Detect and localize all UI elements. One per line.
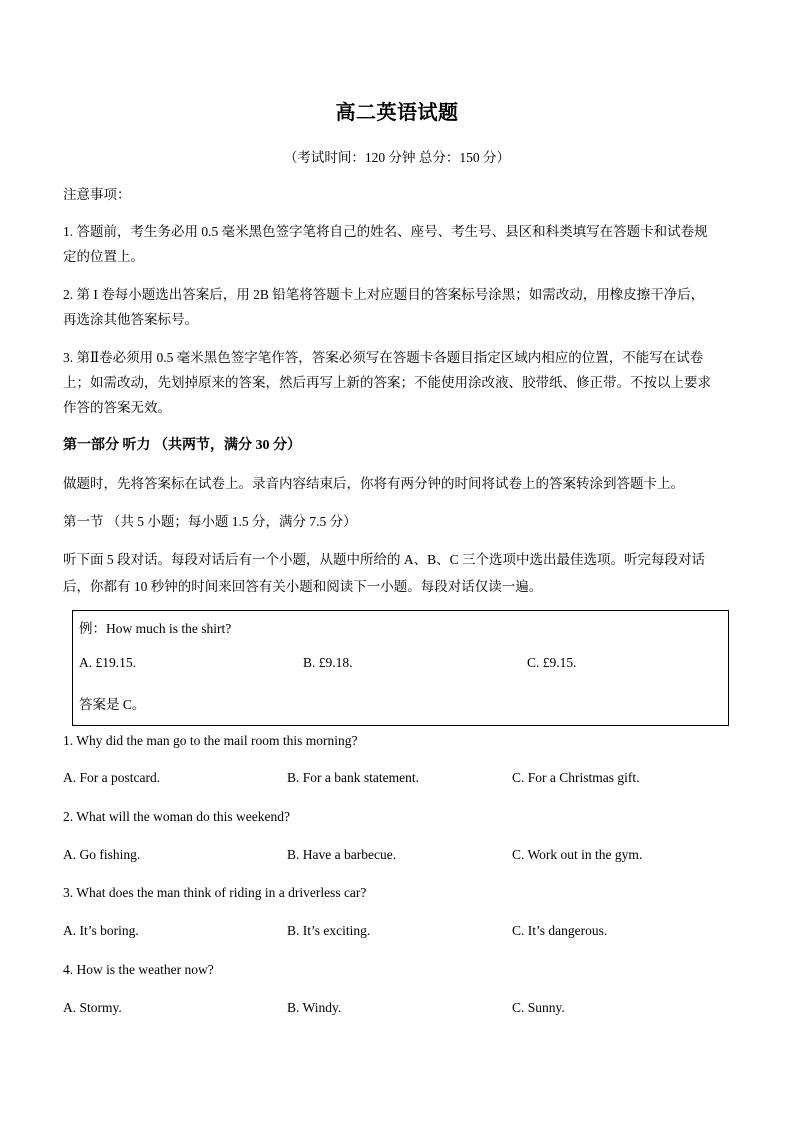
note-2-line-1: 2. 第 I 卷每小题选出答案后，用 2B 铅笔将答题卡上对应题目的答案标号涂黑；如需改动，用橡皮擦干净后， [63, 287, 705, 302]
question-1: 1. Why did the man go to the mail room this morning? [63, 733, 358, 748]
part1-heading: 第一部分 听力 （共两节，满分 30 分） [63, 438, 301, 453]
question-3-option-a: A. It’s boring. [63, 923, 139, 938]
note-1-line-1: 1. 答题前，考生务必用 0.5 毫米黑色签字笔将自己的姓名、座号、考生号、县区和科类填写在答题卡和试卷规 [63, 224, 708, 239]
note-3-line-3: 作答的答案无效。 [63, 400, 171, 415]
question-2-option-b: B. Have a barbecue. [287, 847, 397, 862]
note-2-line-2: 再选涂其他答案标号。 [63, 312, 198, 327]
example-option-a: A. £19.15. [79, 655, 136, 670]
example-option-c: C. £9.15. [527, 655, 577, 670]
note-3-line-1: 3. 第Ⅱ卷必须用 0.5 毫米黑色签字笔作答，答案必须写在答题卡各题目指定区域内相应的位置，不能写在试卷 [63, 350, 704, 365]
question-1-option-a: A. For a postcard. [63, 770, 161, 785]
question-4-option-a: A. Stormy. [63, 1000, 122, 1015]
question-3-option-b: B. It’s exciting. [287, 923, 371, 938]
example-question: 例：How much is the shirt? [79, 621, 232, 636]
question-2-option-c: C. Work out in the gym. [512, 847, 643, 862]
example-answer: 答案是 C。 [79, 697, 146, 712]
example-box [72, 610, 729, 726]
question-2: 2. What will the woman do this weekend? [63, 809, 290, 824]
page-title: 高二英语试题 [335, 102, 459, 124]
note-3-line-2: 上；如需改动，先划掉原来的答案，然后再写上新的答案；不能使用涂改液、胶带纸、修正带。不按以上要求 [63, 375, 711, 390]
section1-heading: 第一节 （共 5 小题；每小题 1.5 分，满分 7.5 分） [63, 514, 357, 529]
note-1-line-2: 定的位置上。 [63, 249, 144, 264]
question-1-option-c: C. For a Christmas gift. [512, 770, 640, 785]
question-4-option-c: C. Sunny. [512, 1000, 565, 1015]
example-option-b: B. £9.18. [303, 655, 353, 670]
question-3: 3. What does the man think of riding in a driverless car? [63, 885, 367, 900]
section1-instruction-line-1: 听下面 5 段对话。每段对话后有一个小题，从题中所给的 A、B、C 三个选项中选出最佳选项。听完每段对话 [63, 552, 706, 567]
question-3-option-c: C. It’s dangerous. [512, 923, 608, 938]
question-4-option-b: B. Windy. [287, 1000, 342, 1015]
question-2-option-a: A. Go fishing. [63, 847, 141, 862]
section1-instruction-line-2: 后，你都有 10 秒钟的时间来回答有关小题和阅读下一小题。每段对话仅读一遍。 [63, 579, 543, 594]
part1-instruction: 做题时，先将答案标在试卷上。录音内容结束后，你将有两分钟的时间将试卷上的答案转涂到答题卡上。 [63, 476, 684, 491]
exam-info: （考试时间：120 分钟 总分：150 分） [283, 150, 511, 165]
question-1-option-b: B. For a bank statement. [287, 770, 419, 785]
question-4: 4. How is the weather now? [63, 962, 214, 977]
notes-heading: 注意事项： [63, 187, 131, 202]
